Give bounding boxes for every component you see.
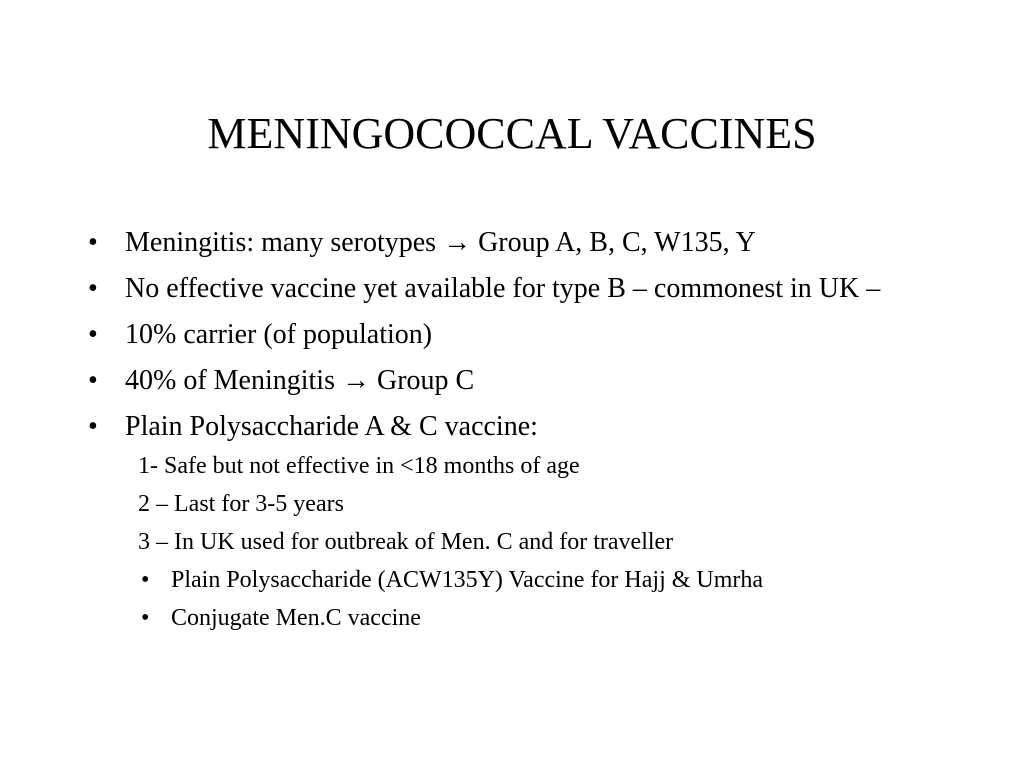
bullet-item: [88, 364, 948, 398]
bullet-text: Meningitis: many serotypes → Group A, B, C, W135, Y: [125, 227, 756, 258]
bullet-icon: •: [88, 411, 98, 442]
bullet-icon: •: [88, 227, 98, 258]
bullet-item: [88, 226, 948, 260]
bullet-icon: •: [141, 605, 150, 631]
sub-bullet-item: [88, 604, 948, 632]
sub-item: 1- Safe but not effective in <18 months of age: [138, 453, 580, 479]
bullet-icon: •: [88, 365, 98, 396]
bullet-icon: •: [141, 567, 150, 593]
bullet-item: [88, 272, 948, 306]
bullet-text: No effective vaccine yet available for type B – commonest in UK –: [125, 273, 881, 304]
sub-bullet-text: Plain Polysaccharide (ACW135Y) Vaccine for Hajj & Umrha: [171, 567, 764, 593]
bullet-item: [88, 318, 948, 352]
sub-item: 3 – In UK used for outbreak of Men. C and for traveller: [138, 529, 674, 555]
sub-bullet-text: Conjugate Men.C vaccine: [171, 605, 421, 631]
bullet-text: 40% of Meningitis → Group C: [125, 365, 475, 396]
bullet-text: 10% carrier (of population): [125, 319, 433, 350]
sub-bullet-item: [88, 566, 948, 594]
bullet-icon: •: [88, 319, 98, 350]
slide-title: MENINGOCOCCAL VACCINES: [207, 109, 817, 158]
bullet-text: Plain Polysaccharide A & C vaccine:: [125, 411, 538, 442]
bullet-icon: •: [88, 273, 98, 304]
sub-item: 2 – Last for 3-5 years: [138, 491, 344, 517]
bullet-list: [88, 226, 948, 642]
bullet-item: [88, 410, 948, 444]
